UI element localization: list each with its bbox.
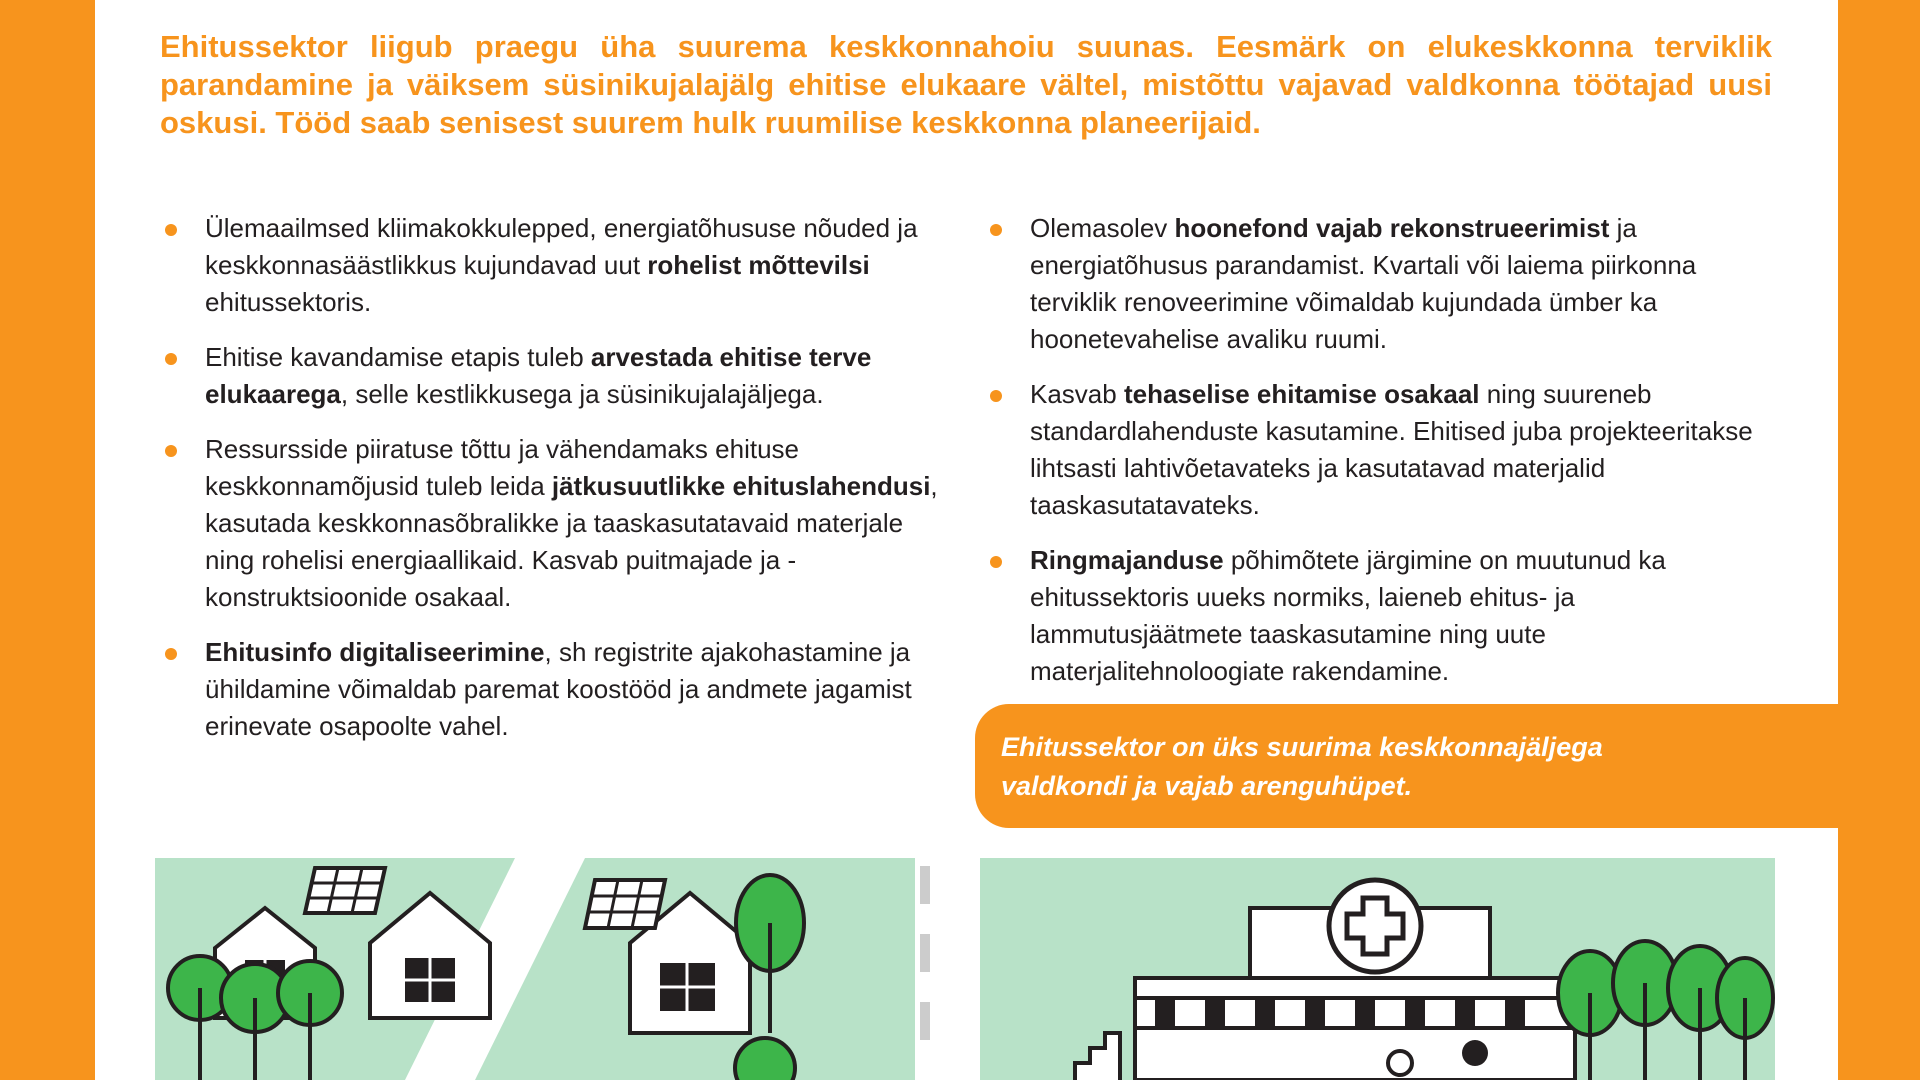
bullet-icon — [165, 648, 177, 660]
tree-icon — [735, 1038, 795, 1080]
bullet-icon — [165, 353, 177, 365]
medical-cross-icon — [1329, 880, 1421, 972]
list-item: Kasvab tehaselise ehitamise osakaal ning suureneb standardlahenduste kasutamine. Ehitised juba projekteeritakse lihtsasti lahtivõetavateks ja kasutatavad materjalid taaskasutatavateks. — [990, 376, 1780, 524]
list-item: Ülemaailmsed kliimakokkulepped, energiatõhususe nõuded ja keskkonnasäästlikkus kujundavad uut rohelist mõttevilsi ehitussektoris. — [165, 210, 955, 321]
bullet-icon — [990, 224, 1002, 236]
bullet-list-right — [990, 210, 1780, 708]
callout-text: Ehitussektor on üks suurima keskkonnajäljega valdkondi ja vajab arenguhüpet. — [1001, 732, 1603, 801]
intro-paragraph: Ehitussektor liigub praegu üha suurema keskkonnahoiu suunas. Eesmärk on elukeskkonna terviklik parandamine ja väiksem süsinikujalajälg ehitise elukaare vältel, mistõttu vajavad valdkonna töötajad uusi oskusi. Tööd saab senisest suurem hulk ruumilise keskkonna planeerijaid. — [160, 29, 1772, 140]
list-item: Ressursside piiratuse tõttu ja vähendamaks ehituse keskkonnamõjusid tuleb leida jätkusuutlikke ehituslahendusi, kasutada keskkonnasõbralikke ja taaskasutatavaid materjale ning rohelisi energiaallikaid. Kasvab puitmajade ja -konstruktsioonide osakaal. — [165, 431, 955, 616]
bullet-list-left — [165, 210, 955, 763]
hospital-building-illustration — [980, 858, 1775, 1080]
list-item: Ehitusinfo digitaliseerimine, sh registrite ajakohastamine ja ühildamine võimaldab paremat koostööd ja andmete jagamist erinevate osapoolte vahel. — [165, 634, 955, 745]
list-item: Ringmajanduse põhimõtete järgimine on muutunud ka ehitussektoris uueks normiks, laieneb ehitus- ja lammutusjäätmete taaskasutamine ning uute materjalitehnoloogiate rakendamine. — [990, 542, 1780, 690]
road-dash — [920, 1002, 930, 1040]
bullet-icon — [990, 556, 1002, 568]
callout-box — [975, 704, 1920, 828]
bullet-icon — [165, 224, 177, 236]
houses-with-solar-panels-illustration — [155, 858, 935, 1080]
solar-panel-icon — [585, 880, 665, 928]
list-item: Olemasolev hoonefond vajab rekonstrueerimist ja energiatõhusus parandamist. Kvartali või laiema piirkonna terviklik renoveerimine võimaldab kujundada ümber ka hoonetevahelise avaliku ruumi. — [990, 210, 1780, 358]
solar-panel-icon — [305, 868, 385, 913]
bullet-icon — [990, 390, 1002, 402]
road-dash — [920, 934, 930, 972]
road-dash — [920, 866, 930, 904]
bullet-icon — [165, 445, 177, 457]
list-item: Ehitise kavandamise etapis tuleb arvestada ehitise terve elukaarega, selle kestlikkusega ja süsinikujalajäljega. — [165, 339, 955, 413]
